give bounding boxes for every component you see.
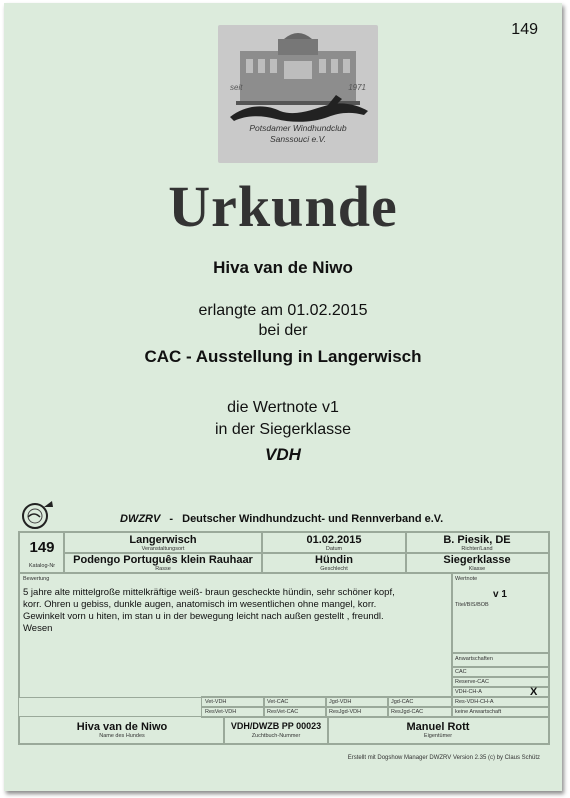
owner-cell	[327, 716, 549, 744]
title-box: Jgd-VDH	[325, 696, 389, 708]
dogname-label: Name des Hundes	[99, 733, 145, 739]
evaluation-line: Wesen	[23, 623, 53, 634]
evaluation-line: korr. Ohren u gebiss, dunkle augen, anatomisch im wesentlichen ohne mangel, korr.	[23, 599, 377, 610]
sex-cell	[261, 552, 407, 574]
evaluation-cell	[19, 572, 453, 698]
catalog-value: 149	[29, 539, 55, 556]
logo-club-name: Potsdamer Windhundclub	[249, 123, 347, 133]
date-cell	[261, 532, 407, 554]
association-abbr: DWZRV	[120, 513, 161, 525]
studbook-value: VDH/DWZB PP 00023	[230, 721, 322, 731]
achieved-line: erlangte am 01.02.2015	[198, 302, 368, 319]
grade-line: die Wertnote v1	[227, 399, 339, 416]
breed-value: Podengo Português klein Rauhaar	[73, 554, 253, 566]
owner-value: Manuel Rott	[406, 721, 470, 733]
evaluation-text	[23, 587, 449, 635]
class-label: Klasse	[468, 566, 486, 572]
title-box: Jgd-CAC	[387, 696, 453, 708]
judging-table	[18, 531, 550, 745]
anwartschaft-row: keine Anwartschaft	[451, 706, 549, 718]
anwartschaft-row: CAC	[451, 666, 549, 678]
sex-label: Geschlecht	[320, 566, 348, 572]
anwartschaft-row: Res-VDH-CH-A	[451, 696, 549, 708]
class-cell	[405, 552, 549, 574]
dogname-cell	[19, 716, 225, 744]
studbook-label: Zuchtbuch-Nummer	[251, 733, 301, 739]
wertnote-label: Wertnote	[455, 576, 478, 582]
evaluation-line: 5 jahre alte mittelgroße mittelkräftige weiß- braun gescheckte hündin, sehr schöner kopf,	[23, 587, 395, 598]
palace-emblem-icon	[218, 25, 378, 125]
judge-label: Richter/Land	[461, 546, 493, 552]
wertnote-cell	[451, 572, 549, 654]
titel-label: Titel/BIS/BOB	[455, 602, 489, 608]
catalog-number-top: 149	[511, 21, 538, 38]
anwartschaft-row: Reserve-CAC	[451, 676, 549, 688]
venue-value: Langerwisch	[129, 534, 197, 546]
association-line	[120, 513, 443, 525]
association-separator: -	[169, 513, 174, 525]
class-line: in der Siegerklasse	[214, 421, 352, 438]
anwartschaft-mark: X	[530, 686, 538, 698]
vdh-label: VDH	[265, 445, 301, 464]
certificate-page	[4, 3, 562, 791]
date-value: 01.02.2015	[306, 534, 362, 546]
dogname-value: Hiva van de Niwo	[76, 721, 168, 733]
hunting-horn-icon	[20, 499, 54, 531]
association-name: Deutscher Windhundzucht- und Rennverband e.V.	[182, 513, 444, 525]
judge-value: B. Piesik, DE	[443, 534, 511, 546]
logo-since-label: seit	[230, 83, 243, 92]
logo-year: 1971	[348, 83, 366, 92]
title-box: Vet-VDH	[201, 696, 265, 708]
studbook-cell	[223, 716, 329, 744]
footer-credit: Erstellt mit Dogshow Manager DWZRV Version 2.35 (c) by Claus Schütz	[347, 755, 540, 761]
anwartschaften-label: Anwartschaften	[455, 656, 493, 662]
owner-label: Eigentümer	[423, 733, 453, 739]
at-line: bei der	[258, 322, 308, 339]
venue-label: Veranstaltungsort	[141, 546, 185, 552]
judge-cell	[405, 532, 549, 554]
club-logo	[218, 25, 378, 163]
title-box: ResVet-VDH	[201, 706, 265, 718]
evaluation-label: Bewertung	[23, 576, 50, 582]
date-label: Datum	[325, 546, 343, 552]
class-value: Siegerklasse	[443, 554, 511, 566]
title-box: ResJgd-CAC	[387, 706, 453, 718]
catalog-label: Katalog-Nr	[28, 563, 56, 569]
wertnote-value: v 1	[493, 589, 507, 600]
show-name: CAC - Ausstellung in Langerwisch	[144, 347, 422, 366]
certificate-title: Urkunde	[168, 174, 398, 239]
breed-cell	[63, 552, 263, 574]
dog-name-heading: Hiva van de Niwo	[213, 258, 353, 277]
breed-label: Rasse	[155, 566, 171, 572]
evaluation-line: Gewinkelt vorn u hiten, im stan u in der bewegung leicht nach außen gestellt , freundl.	[23, 611, 384, 622]
anwartschaft-row: VDH-CH-A X	[451, 686, 549, 698]
catalog-cell	[19, 532, 65, 574]
venue-cell	[63, 532, 263, 554]
sex-value: Hündin	[315, 554, 353, 566]
title-box: ResJgd-VDH	[325, 706, 389, 718]
title-box: Vet-CAC	[263, 696, 327, 708]
title-box: ResVet-CAC	[263, 706, 327, 718]
logo-club-suffix: Sanssouci e.V.	[269, 134, 327, 144]
